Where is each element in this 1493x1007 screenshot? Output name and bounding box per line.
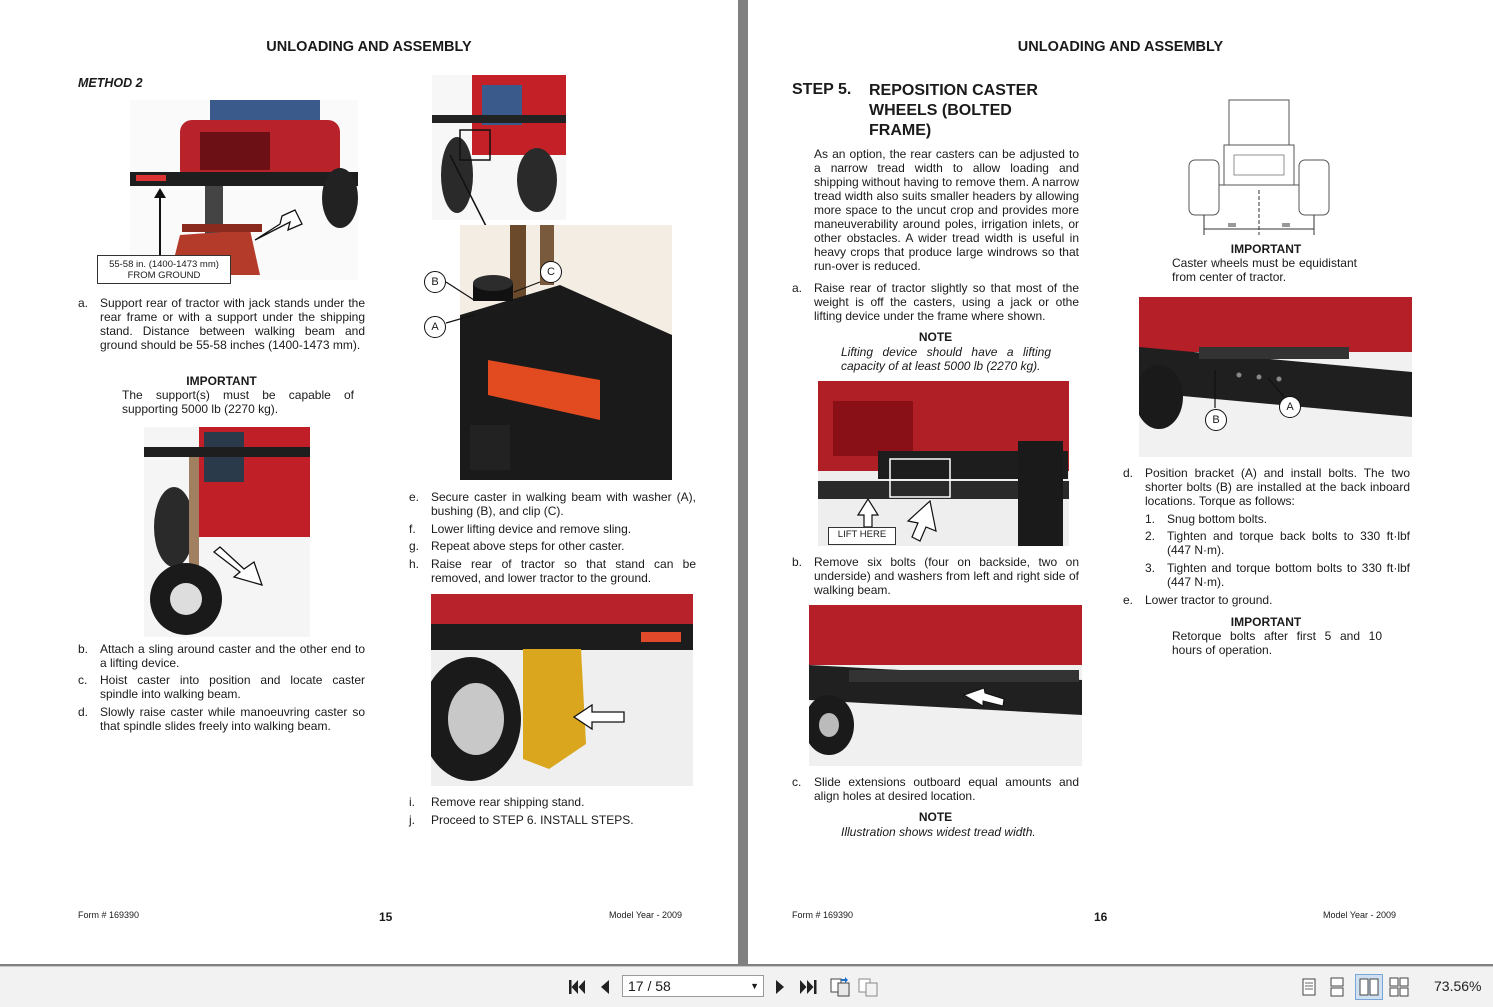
step-b-item <box>792 555 1079 597</box>
step-text: Slowly raise caster while manoeuvring caster so that spindle slides freely into walking beam. <box>100 705 365 733</box>
footer-page-number: 15 <box>379 910 393 924</box>
stand-height-arrow <box>130 100 358 280</box>
step-text: Proceed to STEP 6. INSTALL STEPS. <box>431 813 634 827</box>
step-letter: c. <box>78 673 88 687</box>
torque-step-num: 2. <box>1145 529 1156 543</box>
torque-step-num: 1. <box>1145 512 1156 526</box>
step-text: Lower tractor to ground. <box>1145 593 1273 607</box>
chevron-down-icon[interactable]: ▼ <box>750 981 759 991</box>
step-i-item <box>409 795 696 809</box>
step-text: Secure caster in walking beam with washer (A), bushing (B), and clip (C). <box>431 490 696 518</box>
torque-step-3 <box>1145 561 1410 589</box>
step-g-item <box>409 539 696 553</box>
step-text: Position bracket (A) and install bolts. The two shorter bolts (B) are installed at the back inboard locations. Torque as follows: <box>1145 466 1410 508</box>
spindle-closeup-photo <box>460 225 672 480</box>
callout-leader-lines <box>440 270 560 330</box>
note-title: NOTE <box>918 810 953 824</box>
step-letter: j. <box>409 813 415 827</box>
rotate-view-alt-icon[interactable] <box>856 975 880 999</box>
step-c-item <box>78 673 365 701</box>
lift-here-label: LIFT HERE <box>828 527 896 545</box>
stand-height-label <box>97 255 231 284</box>
callout-b: B <box>424 271 446 293</box>
zoom-level[interactable]: 73.56% <box>1434 978 1482 994</box>
continuous-page-icon[interactable] <box>1325 975 1349 999</box>
stand-height-label-line1: 55-58 in. (1400-1473 mm) <box>109 259 219 270</box>
step-letter: i. <box>409 795 415 809</box>
next-page-icon[interactable] <box>768 975 792 999</box>
page-indicator-text: 17 / 58 <box>628 978 671 994</box>
step-b-item <box>78 642 365 670</box>
footer-page-number: 16 <box>1094 910 1108 924</box>
callout-b: B <box>1205 409 1227 431</box>
step-letter: c. <box>792 775 802 789</box>
intro-paragraph: As an option, the rear casters can be adjusted to a narrow tread width to allow loading and shipping without having to remove them. A narrow tread width also suits smaller headers by allowing more space to the uncut crop and provides more maneuverability around poles, irrigation inlets, or other obstacles. A wider tread width is useful in heavy crops that produce large windrows so that run-over is reduced. <box>814 147 1079 273</box>
callout-leader-lines <box>1188 350 1308 410</box>
step-letter: d. <box>78 705 89 719</box>
step-a-item <box>78 296 365 352</box>
step-a-item <box>792 281 1079 323</box>
stand-pointer-arrow <box>560 700 630 734</box>
step-d-item <box>1123 466 1410 508</box>
step-j-item <box>409 813 696 827</box>
rotate-view-icon[interactable] <box>828 975 852 999</box>
page-number-input[interactable] <box>622 975 764 997</box>
step-text: Support rear of tractor with jack stands under the rear frame or with a support under the shipping stand. Distance between walking beam and ground should be 55-58 inches (1400-1473 mm). <box>100 296 365 352</box>
footer-model-year: Model Year - 2009 <box>609 910 683 920</box>
step-text: Raise rear of tractor slightly so that most of the weight is off the casters, using a jack or othe lifting device under the frame where shown. <box>814 281 1079 323</box>
torque-step-text: Tighten and torque bottom bolts to 330 ft·lbf (447 N·m). <box>1167 561 1410 589</box>
step-text: Lower lifting device and remove sling. <box>431 522 632 536</box>
footer-form-number: Form # 169390 <box>78 910 140 920</box>
pdf-page-16 <box>748 0 1493 964</box>
important-text: Retorque bolts after first 5 and 10 hours of operation. <box>1172 629 1382 657</box>
step-d-item <box>78 705 365 733</box>
callout-a: A <box>1279 396 1301 418</box>
page-header: UNLOADING AND ASSEMBLY <box>266 39 472 55</box>
stand-height-label-line2: FROM GROUND <box>127 270 201 281</box>
step-title-line1: REPOSITION CASTER <box>869 82 1038 99</box>
note-text: Lifting device should have a lifting capacity of at least 5000 lb (2270 kg). <box>841 345 1051 373</box>
footer-model-year: Model Year - 2009 <box>1323 910 1397 920</box>
step-text: Repeat above steps for other caster. <box>431 539 625 553</box>
step-text: Remove rear shipping stand. <box>431 795 585 809</box>
note-text: Illustration shows widest tread width. <box>841 825 1036 839</box>
step-text: Hoist caster into position and locate caster spindle into walking beam. <box>100 673 365 701</box>
step-f-item <box>409 522 696 536</box>
step-number: STEP 5. <box>792 81 852 98</box>
two-page-continuous-icon[interactable] <box>1387 975 1411 999</box>
first-page-icon[interactable] <box>565 975 589 999</box>
step-title-line2: WHEELS (BOLTED <box>869 102 1012 119</box>
note-title: NOTE <box>918 330 953 344</box>
step-letter: h. <box>409 557 420 571</box>
step-letter: e. <box>1123 593 1134 607</box>
page-header: UNLOADING AND ASSEMBLY <box>1017 39 1224 55</box>
torque-step-2 <box>1145 529 1410 557</box>
torque-step-text: Snug bottom bolts. <box>1167 512 1268 526</box>
step-letter: f. <box>409 522 416 536</box>
step-text: Slide extensions outboard equal amounts and align holes at desired location. <box>814 775 1079 803</box>
step-text: Remove six bolts (four on backside, two on underside) and washers from left and right side of walking beam. <box>814 555 1079 597</box>
last-page-icon[interactable] <box>796 975 820 999</box>
important-text: Caster wheels must be equidistant from center of tractor. <box>1172 256 1357 284</box>
step-c-item <box>792 775 1079 803</box>
walking-beam-extension-photo <box>809 605 1082 766</box>
step-title-line3: FRAME) <box>869 122 932 139</box>
method-heading: METHOD 2 <box>78 76 143 90</box>
step-h-item <box>409 557 696 585</box>
important-title: IMPORTANT <box>1230 242 1302 256</box>
caster-sling-photo <box>144 427 310 637</box>
single-page-icon[interactable] <box>1297 975 1321 999</box>
step-text: Raise rear of tractor so that stand can be removed, and lower tractor to the ground. <box>431 557 696 585</box>
torque-step-1 <box>1145 512 1410 526</box>
step-letter: a. <box>78 296 89 310</box>
callout-c: C <box>540 261 562 283</box>
step-letter: d. <box>1123 466 1134 480</box>
previous-page-icon[interactable] <box>593 975 617 999</box>
step-letter: a. <box>792 281 803 295</box>
important-title: IMPORTANT <box>1230 615 1302 629</box>
tractor-front-line-drawing <box>1184 95 1334 240</box>
step-letter: g. <box>409 539 420 553</box>
step-letter: b. <box>792 555 803 569</box>
step-letter: b. <box>78 642 89 656</box>
step-e-item <box>409 490 696 518</box>
callout-a: A <box>424 316 446 338</box>
step-text: Attach a sling around caster and the other end to a lifting device. <box>100 642 365 670</box>
step-e-item <box>1123 593 1410 607</box>
step-title <box>869 81 1038 141</box>
important-title: IMPORTANT <box>186 374 257 388</box>
important-text: The support(s) must be capable of supporting 5000 lb (2270 kg). <box>122 388 354 416</box>
two-page-icon[interactable] <box>1355 974 1383 1000</box>
pdf-page-15 <box>0 0 738 964</box>
footer-form-number: Form # 169390 <box>792 910 854 920</box>
step-letter: e. <box>409 490 420 504</box>
torque-step-text: Tighten and torque back bolts to 330 ft·lbf (447 N·m). <box>1167 529 1410 557</box>
torque-step-num: 3. <box>1145 561 1156 575</box>
shipping-stand-photo <box>431 594 693 786</box>
